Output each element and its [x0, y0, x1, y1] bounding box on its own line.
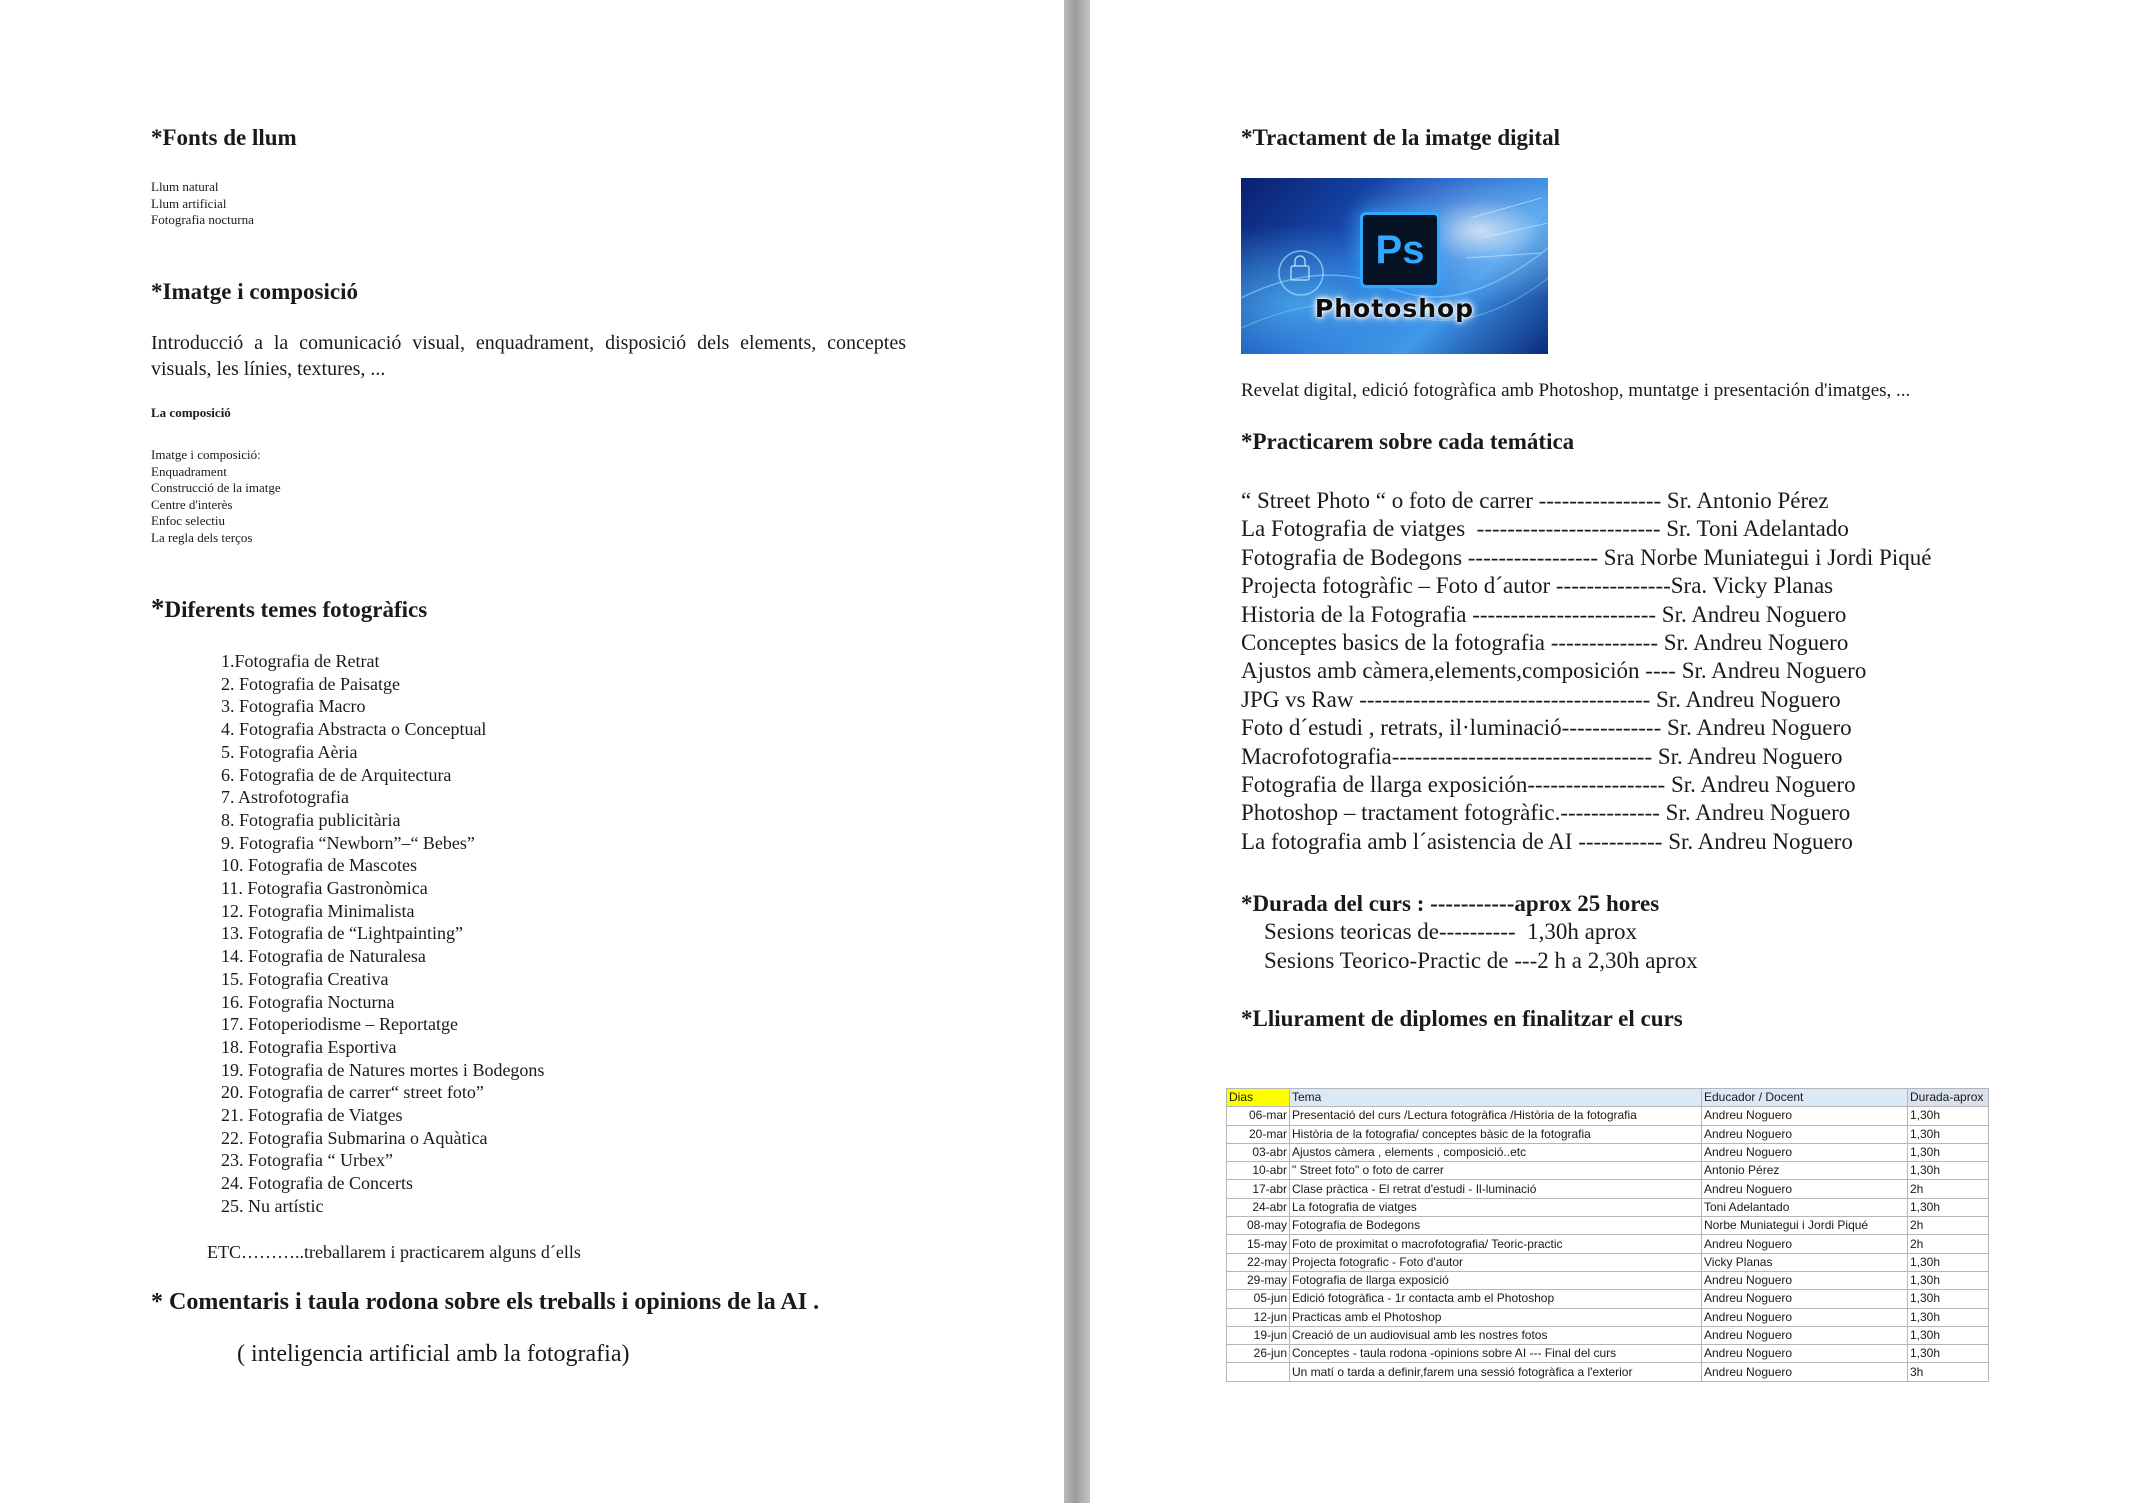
- table-row: [1227, 1308, 1989, 1326]
- tema-list-item: 11. Fotografia Gastronòmica: [221, 878, 428, 899]
- practicarem-list-item: Fotografia de Bodegons ----------------- Sra Norbe Muniategui i Jordi Piqué: [1241, 544, 1932, 570]
- table-row: [1227, 1198, 1989, 1216]
- cell-durada: 1,30h: [1908, 1125, 1989, 1143]
- list-item: Fotografia nocturna: [151, 212, 254, 227]
- cell-tema: La fotografia de viatges: [1290, 1198, 1702, 1216]
- cell-educador: Vicky Planas: [1702, 1253, 1908, 1271]
- fonts-de-llum-heading: *Fonts de llum: [151, 125, 297, 150]
- cell-durada: 3h: [1908, 1363, 1989, 1381]
- tema-list-item: 21. Fotografia de Viatges: [221, 1105, 403, 1126]
- la-composicio-heading: La composició: [151, 405, 231, 420]
- cell-dia: 08-may: [1227, 1217, 1290, 1235]
- cell-dia: 03-abr: [1227, 1143, 1290, 1161]
- tema-list-item: 2. Fotografia de Paisatge: [221, 673, 400, 694]
- durada-line: Sesions teoricas de---------- 1,30h aprox: [1241, 919, 1637, 945]
- cell-durada: 1,30h: [1908, 1143, 1989, 1161]
- table-row: [1227, 1363, 1989, 1381]
- cell-durada: 1,30h: [1908, 1290, 1989, 1308]
- cell-durada: 1,30h: [1908, 1308, 1989, 1326]
- cell-educador: Andreu Noguero: [1702, 1308, 1908, 1326]
- revelat-paragraph: Revelat digital, edició fotogràfica amb Photoshop, muntatge i presentación d'imatges, ...: [1241, 380, 1911, 401]
- list-item: La regla dels terços: [151, 529, 253, 545]
- photoshop-wordmark: Photoshop: [1314, 294, 1475, 323]
- cell-educador: Toni Adelantado: [1702, 1198, 1908, 1216]
- tema-list-item: 15. Fotografia Creativa: [221, 968, 389, 989]
- cell-dia: 05-jun: [1227, 1290, 1290, 1308]
- cell-tema: Un matí o tarda a definir,farem una sessió fotogràfica a l'exterior: [1290, 1363, 1702, 1381]
- cell-dia: 15-may: [1227, 1235, 1290, 1253]
- cell-educador: Andreu Noguero: [1702, 1290, 1908, 1308]
- heading-star: *: [151, 593, 165, 623]
- cell-educador: Andreu Noguero: [1702, 1235, 1908, 1253]
- table-row: [1227, 1125, 1989, 1143]
- cell-dia: 06-mar: [1227, 1107, 1290, 1125]
- cell-educador: Andreu Noguero: [1702, 1125, 1908, 1143]
- fonts-de-llum-list: [151, 179, 254, 229]
- tema-list-item: 6. Fotografia de de Arquitectura: [221, 764, 452, 785]
- imatge-composicio-heading: *Imatge i composició: [151, 279, 358, 304]
- cell-durada: 1,30h: [1908, 1107, 1989, 1125]
- durada-block: [1241, 890, 1698, 975]
- cell-educador: Andreu Noguero: [1702, 1345, 1908, 1363]
- practicarem-list-item: Foto d´estudi , retrats, il·luminació------------- Sr. Andreu Noguero: [1241, 715, 1852, 741]
- cell-educador: Andreu Noguero: [1702, 1143, 1908, 1161]
- tema-list-item: 23. Fotografia “ Urbex”: [221, 1150, 393, 1171]
- practicarem-list-item: Historia de la Fotografia ------------------------ Sr. Andreu Noguero: [1241, 601, 1847, 627]
- cell-educador: Andreu Noguero: [1702, 1107, 1908, 1125]
- page-gutter: [1064, 0, 1090, 1503]
- cell-durada: 2h: [1908, 1180, 1989, 1198]
- practicarem-heading: *Practicarem sobre cada temática: [1241, 429, 1575, 454]
- cell-educador: Andreu Noguero: [1702, 1180, 1908, 1198]
- cell-tema: Clase pràctica - El retrat d'estudi - Il-luminació: [1290, 1180, 1702, 1198]
- cell-durada: 1,30h: [1908, 1162, 1989, 1180]
- cell-tema: Ajustos càmera , elements , composició..etc: [1290, 1143, 1702, 1161]
- tema-list-item: 7. Astrofotografia: [221, 787, 349, 808]
- durada-title: *Durada del curs : -----------aprox 25 hores: [1241, 891, 1660, 916]
- table-row: [1227, 1180, 1989, 1198]
- cell-tema: Presentació del curs /Lectura fotogràfica /Història de la fotografia: [1290, 1107, 1702, 1125]
- table-row: [1227, 1271, 1989, 1289]
- lliurament-heading: *Lliurament de diplomes en finalitzar el curs: [1241, 1006, 1683, 1031]
- tema-list-item: 13. Fotografia de “Lightpainting”: [221, 923, 463, 944]
- table-row: [1227, 1107, 1989, 1125]
- list-item: Centre d'interès: [151, 496, 233, 512]
- tema-list-item: 9. Fotografia “Newborn”–“ Bebes”: [221, 832, 475, 853]
- temes-list: [221, 650, 544, 1218]
- cell-dia: 29-may: [1227, 1271, 1290, 1289]
- table-row: [1227, 1162, 1989, 1180]
- cell-educador: Norbe Muniategui i Jordi Piqué: [1702, 1217, 1908, 1235]
- header-educador: Educador / Docent: [1702, 1089, 1908, 1107]
- tema-list-item: 12. Fotografia Minimalista: [221, 900, 415, 921]
- tema-list-item: 18. Fotografia Esportiva: [221, 1036, 397, 1057]
- practicarem-list-item: La Fotografia de viatges ------------------------ Sr. Toni Adelantado: [1241, 516, 1849, 542]
- cell-tema: Creació de un audiovisual amb les nostres fotos: [1290, 1326, 1702, 1344]
- table-row: [1227, 1326, 1989, 1344]
- cell-durada: 1,30h: [1908, 1198, 1989, 1216]
- comentaris-subtitle: ( inteligencia artificial amb la fotografia): [237, 1341, 630, 1367]
- practicarem-list: [1241, 487, 1931, 856]
- tema-list-item: 24. Fotografia de Concerts: [221, 1173, 413, 1194]
- cell-educador: Andreu Noguero: [1702, 1326, 1908, 1344]
- cell-durada: 1,30h: [1908, 1326, 1989, 1344]
- table-row: [1227, 1290, 1989, 1308]
- cell-tema: Practicas amb el Photoshop: [1290, 1308, 1702, 1326]
- tema-list-item: 10. Fotografia de Mascotes: [221, 855, 417, 876]
- heading-text: Diferents temes fotogràfics: [164, 597, 428, 622]
- temes-fotografics-heading: [151, 593, 427, 624]
- cell-educador: Andreu Noguero: [1702, 1363, 1908, 1381]
- tema-list-item: 14. Fotografia de Naturalesa: [221, 946, 426, 967]
- cell-durada: 1,30h: [1908, 1253, 1989, 1271]
- cell-dia: 12-jun: [1227, 1308, 1290, 1326]
- header-tema: Tema: [1290, 1089, 1702, 1107]
- cell-tema: Conceptes - taula rodona -opinions sobre AI --- Final del curs: [1290, 1345, 1702, 1363]
- photoshop-banner-image: [1241, 178, 1548, 354]
- tema-list-item: 1.Fotografia de Retrat: [221, 651, 380, 671]
- cell-tema: Foto de proximitat o macrofotografia/ Teoric-practic: [1290, 1235, 1702, 1253]
- cell-durada: 1,30h: [1908, 1271, 1989, 1289]
- tema-list-item: 17. Fotoperiodisme – Reportatge: [221, 1014, 458, 1035]
- cell-dia: 10-abr: [1227, 1162, 1290, 1180]
- practicarem-list-item: La fotografia amb l´asistencia de AI ----------- Sr. Andreu Noguero: [1241, 828, 1853, 854]
- list-item: Llum natural: [151, 179, 219, 194]
- cell-tema: Història de la fotografia/ conceptes bàsic de la fotografia: [1290, 1125, 1702, 1143]
- cell-dia: 26-jun: [1227, 1345, 1290, 1363]
- tema-list-item: 5. Fotografia Aèria: [221, 741, 358, 762]
- cell-durada: 1,30h: [1908, 1345, 1989, 1363]
- cell-durada: 2h: [1908, 1217, 1989, 1235]
- table-row: [1227, 1345, 1989, 1363]
- list-item: Imatge i composició:: [151, 447, 261, 462]
- table-row: [1227, 1253, 1989, 1271]
- practicarem-list-item: Conceptes basics de la fotografia -------------- Sr. Andreu Noguero: [1241, 630, 1849, 656]
- cell-tema: Fotografia de Bodegons: [1290, 1217, 1702, 1235]
- cell-tema: Projecta fotografic - Foto d'autor: [1290, 1253, 1702, 1271]
- cell-durada: 2h: [1908, 1235, 1989, 1253]
- practicarem-list-item: Ajustos amb càmera,elements,composición ---- Sr. Andreu Noguero: [1241, 658, 1867, 684]
- cell-dia: [1227, 1363, 1290, 1381]
- table-row: [1227, 1217, 1989, 1235]
- tema-list-item: 20. Fotografia de carrer“ street foto”: [221, 1082, 484, 1103]
- cell-educador: Antonio Pérez: [1702, 1162, 1908, 1180]
- practicarem-list-item: JPG vs Raw -------------------------------------- Sr. Andreu Noguero: [1241, 686, 1841, 712]
- list-item: Construcció de la imatge: [151, 480, 281, 495]
- tema-list-item: 25. Nu artístic: [221, 1195, 324, 1216]
- tema-list-item: 4. Fotografia Abstracta o Conceptual: [221, 719, 487, 740]
- tractament-heading: *Tractament de la imatge digital: [1241, 125, 1560, 150]
- schedule-table: [1226, 1088, 1989, 1382]
- list-item: Enfoc selectiu: [151, 513, 225, 528]
- cell-tema: " Street foto" o foto de carrer: [1290, 1162, 1702, 1180]
- comentaris-heading: * Comentaris i taula rodona sobre els treballs i opinions de la AI .: [151, 1289, 820, 1315]
- practicarem-list-item: Macrofotografia---------------------------------- Sr. Andreu Noguero: [1241, 743, 1843, 769]
- tema-list-item: 8. Fotografia publicitària: [221, 809, 401, 830]
- table-header-row: [1227, 1089, 1989, 1107]
- cell-tema: Edició fotogràfica - 1r contacta amb el Photoshop: [1290, 1290, 1702, 1308]
- table-row: [1227, 1235, 1989, 1253]
- imatge-composicio-paragraph: Introducció a la comunicació visual, enquadrament, disposició dels elements, conceptes visuals, les línies, textures, ...: [151, 332, 906, 380]
- cell-dia: 17-abr: [1227, 1180, 1290, 1198]
- cell-educador: Andreu Noguero: [1702, 1271, 1908, 1289]
- tema-list-item: 22. Fotografia Submarina o Aquàtica: [221, 1127, 488, 1148]
- durada-line: Sesions Teorico-Practic de ---2 h a 2,30h aprox: [1241, 947, 1698, 973]
- practicarem-list-item: Fotografia de llarga exposición------------------ Sr. Andreu Noguero: [1241, 772, 1856, 798]
- tema-list-item: 3. Fotografia Macro: [221, 696, 366, 717]
- practicarem-list-item: Photoshop – tractament fotogràfic.------------- Sr. Andreu Noguero: [1241, 800, 1851, 826]
- header-dias: Dias: [1227, 1089, 1290, 1107]
- list-item: Llum artificial: [151, 195, 227, 211]
- practicarem-list-item: Projecta fotogràfic – Foto d´autor ---------------Sra. Vicky Planas: [1241, 573, 1834, 599]
- tema-list-item: 19. Fotografia de Natures mortes i Bodegons: [221, 1059, 545, 1080]
- table-row: [1227, 1143, 1989, 1161]
- tema-list-item: 16. Fotografia Nocturna: [221, 991, 395, 1012]
- composicio-list: [151, 447, 281, 546]
- etc-line: ETC………..treballarem i practicarem alguns d´ells: [207, 1242, 581, 1262]
- photoshop-logo-icon: Ps: [1360, 212, 1440, 288]
- cell-dia: 22-may: [1227, 1253, 1290, 1271]
- cell-dia: 20-mar: [1227, 1125, 1290, 1143]
- list-item: Enquadrament: [151, 463, 227, 479]
- practicarem-list-item: “ Street Photo “ o foto de carrer ---------------- Sr. Antonio Pérez: [1241, 488, 1829, 513]
- cell-tema: Fotografia de llarga exposició: [1290, 1271, 1702, 1289]
- header-durada: Durada-aprox: [1908, 1089, 1989, 1107]
- cell-dia: 24-abr: [1227, 1198, 1290, 1216]
- cell-dia: 19-jun: [1227, 1326, 1290, 1344]
